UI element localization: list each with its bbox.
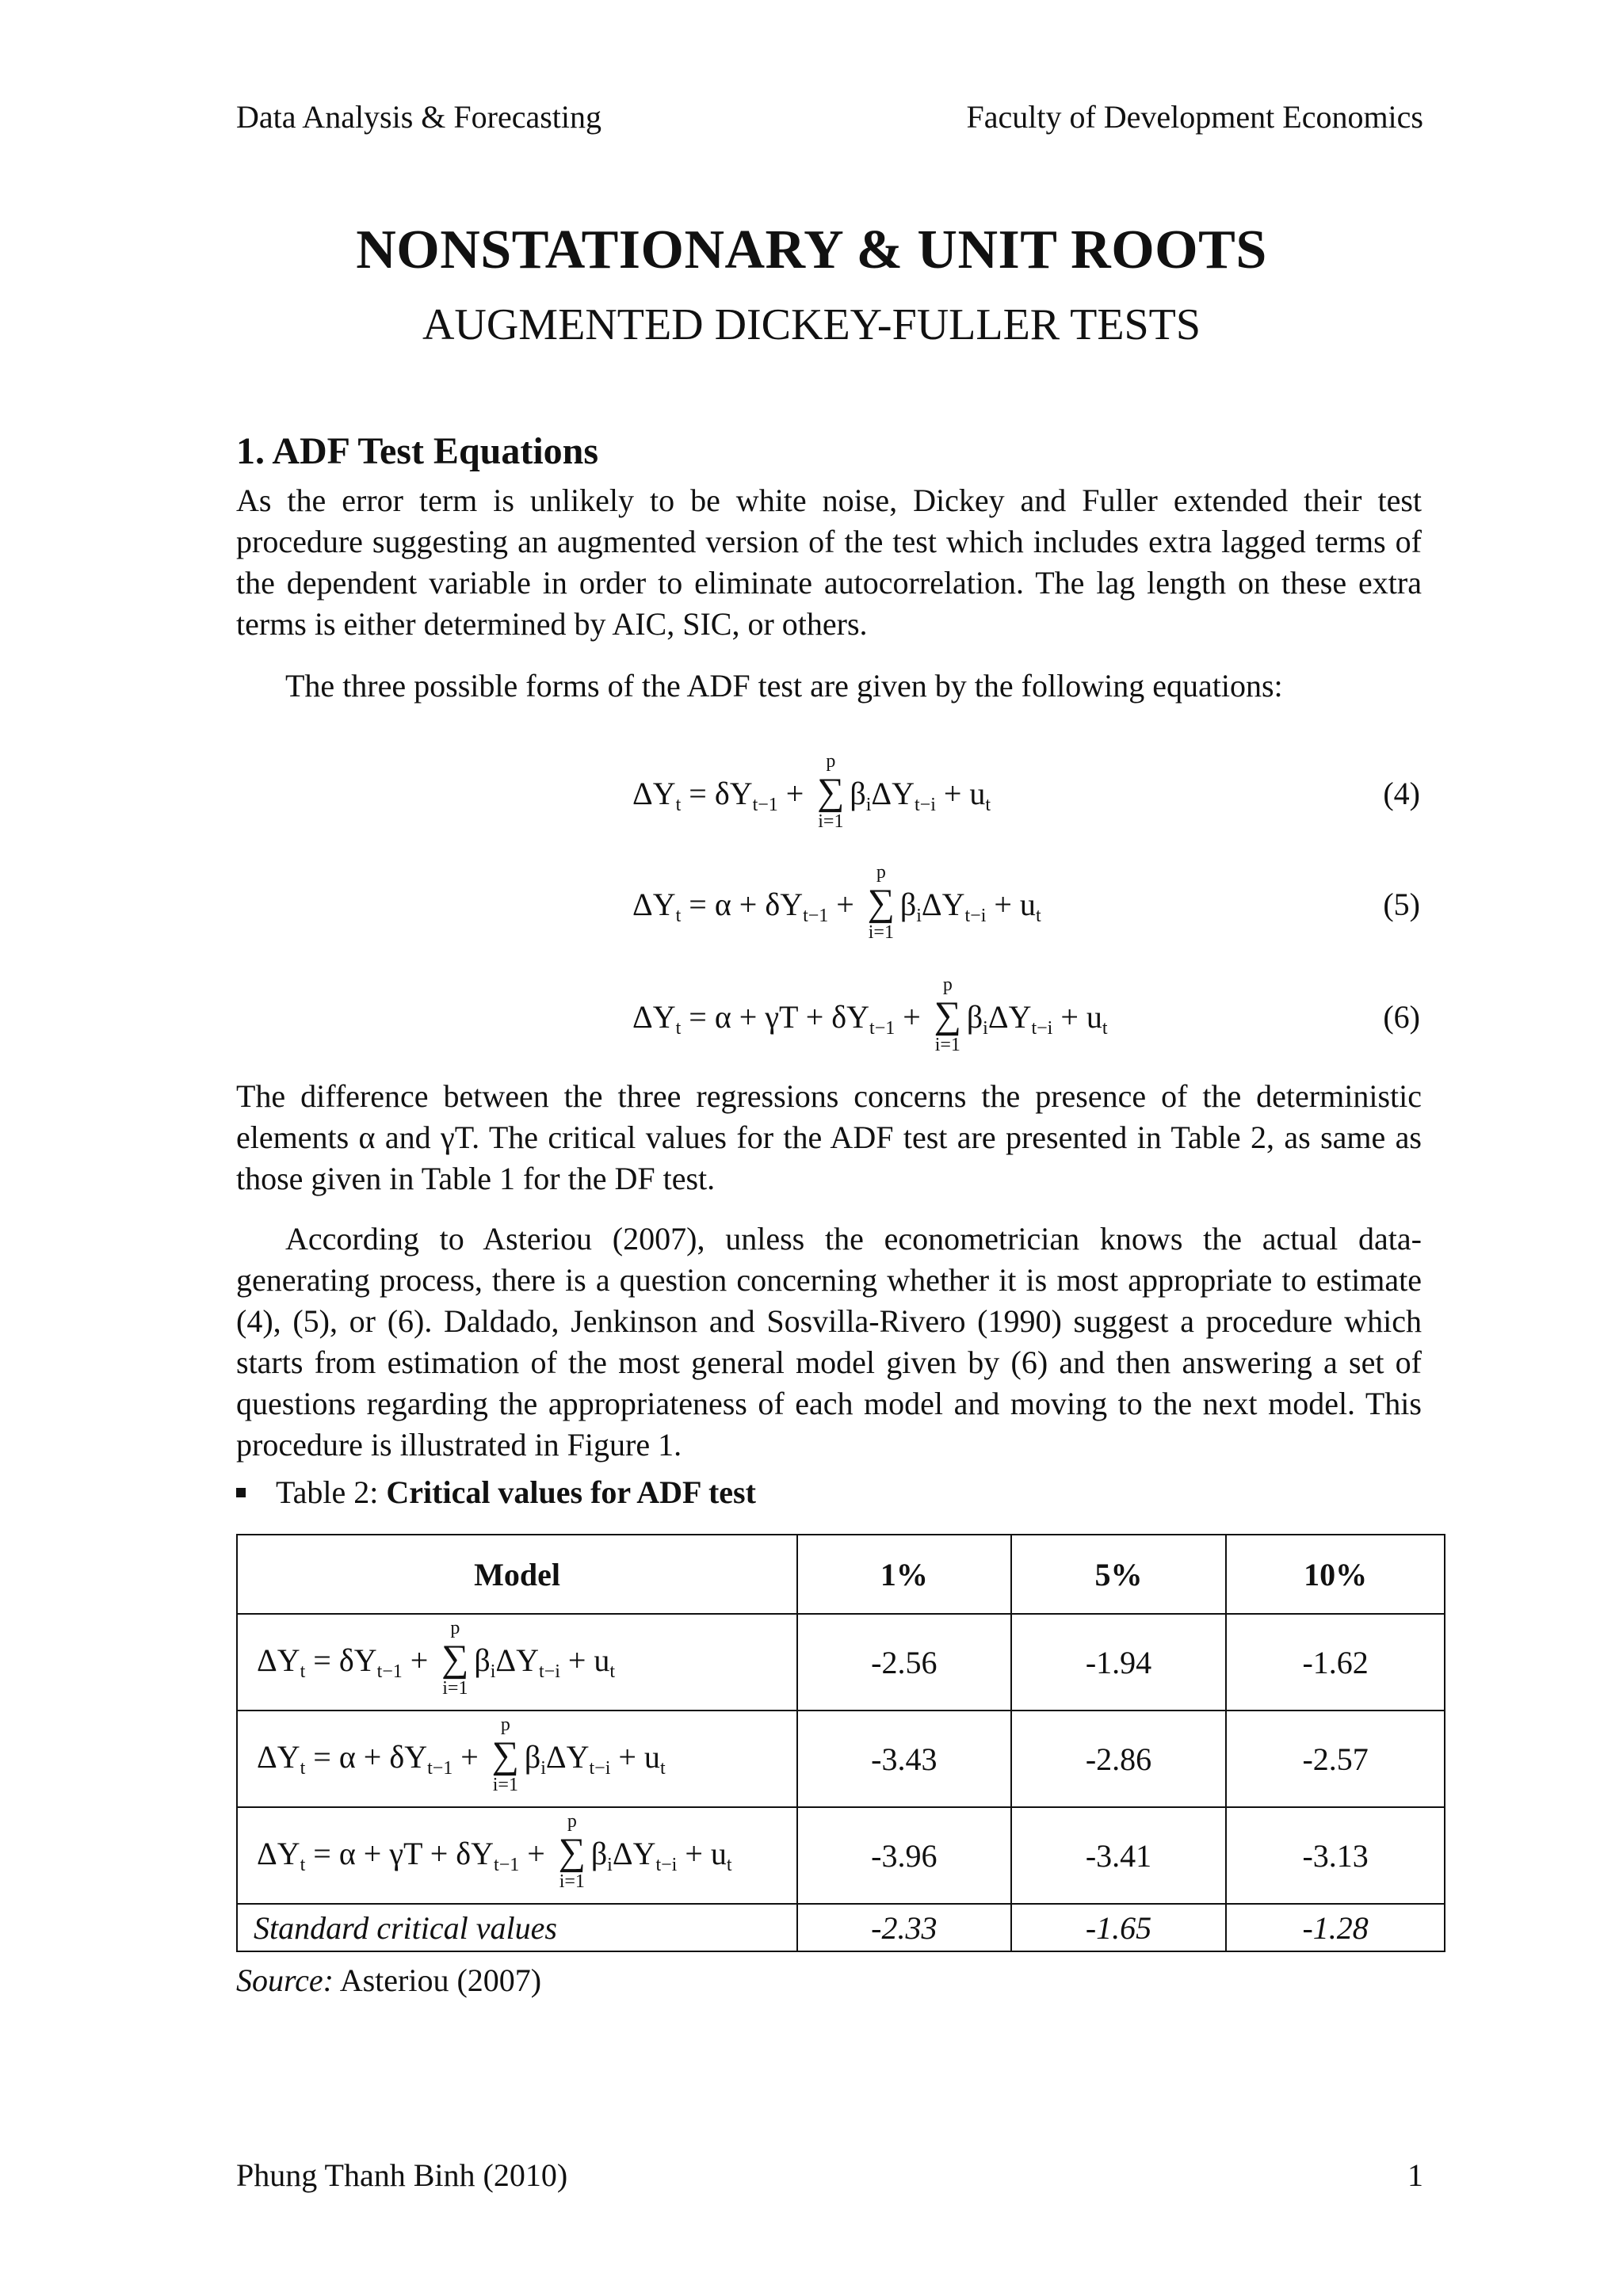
sum-symbol: p ∑ i=1: [491, 1714, 519, 1795]
equation-6-formula: $\Delta Y_t = \alpha + \gamma T + \delta Y_{t-1}$ + p ∑ i=1 $\beta_i\Delta Y_{t-i} + u_t$: [632, 974, 1108, 1055]
table-cell: -2.86: [1011, 1711, 1227, 1807]
equation-4-formula: $\Delta Y_t = \delta Y_{t-1}$ + p ∑ i=1 $\beta_i\Delta Y_{t-i} + u_t$: [632, 751, 991, 832]
table-row: [237, 1711, 1445, 1807]
paragraph-intro: As the error term is unlikely to be white noise, Dickey and Fuller extended their test procedure suggesting an augmented version of the test which includes extra lagged terms of the dependent variable in order to eliminate autocorrelation. The lag length on these extra terms is either determined by AIC, SIC, or others.: [236, 482, 1422, 642]
table-cell: -3.13: [1226, 1807, 1445, 1904]
document-title: NONSTATIONARY & UNIT ROOTS: [356, 219, 1267, 280]
footer-author: Phung Thanh Binh (2010): [236, 2157, 568, 2193]
equation-4-number: (4): [1383, 776, 1420, 811]
table-cell: -3.43: [797, 1711, 1011, 1807]
table-caption-prefix: Table 2:: [276, 1474, 387, 1510]
sum-symbol: p ∑ i=1: [441, 1618, 469, 1699]
table-source: [236, 1962, 541, 1999]
column-header: Model: [237, 1535, 797, 1614]
table-row: [237, 1614, 1445, 1711]
sum-symbol: p ∑ i=1: [817, 751, 845, 832]
source-text: Asteriou (2007): [333, 1962, 542, 1998]
equation-6: [0, 974, 1623, 1070]
equation-5: [0, 862, 1623, 957]
document-subtitle: AUGMENTED DICKEY-FULLER TESTS: [422, 300, 1201, 349]
paragraph-difference: The difference between the three regressions concerns the presence of the deterministic elements α and γT. The critical values for the ADF test are presented in Table 2, as same as those given in Table 1 for the DF test.: [236, 1078, 1422, 1196]
equation-6-number: (6): [1383, 999, 1420, 1035]
table-caption-title: Critical values for ADF test: [386, 1474, 756, 1510]
equation-5-formula: $\Delta Y_t = \alpha + \delta Y_{t-1}$ + p ∑ i=1 $\beta_i\Delta Y_{t-i} + u_t$: [632, 862, 1041, 943]
table-cell: -2.57: [1226, 1711, 1445, 1807]
page-footer: [236, 2157, 1423, 2194]
table-cell: -2.33: [797, 1904, 1011, 1951]
model-cell: $\Delta Y_t = \delta Y_{t-1}$ + p ∑ i=1 $\beta_i\Delta Y_{t-i} + u_t$: [237, 1614, 797, 1711]
model-cell: $\Delta Y_t = \alpha + \gamma T + \delta Y_{t-1}$ + p ∑ i=1 $\beta_i\Delta Y_{t-i} + u_t$: [237, 1807, 797, 1904]
table-cell: -1.94: [1011, 1614, 1227, 1711]
source-label: Source:: [236, 1962, 334, 1998]
page-number: 1: [1407, 2157, 1423, 2193]
table-cell: -1.65: [1011, 1904, 1227, 1951]
table-header-row: [237, 1535, 1445, 1614]
column-header: 10%: [1226, 1535, 1445, 1614]
table-cell: -3.41: [1011, 1807, 1227, 1904]
table-row: [237, 1807, 1445, 1904]
header-left: Data Analysis & Forecasting: [236, 99, 602, 135]
page-header: [236, 98, 1423, 138]
equation-4: [0, 751, 1623, 846]
table-cell: -1.28: [1226, 1904, 1445, 1951]
column-header: 5%: [1011, 1535, 1227, 1614]
paragraph-forms: The three possible forms of the ADF test are given by the following equations:: [285, 668, 1283, 704]
section-heading: 1. ADF Test Equations: [236, 430, 599, 472]
column-header: 1%: [797, 1535, 1011, 1614]
paragraph-procedure: According to Asteriou (2007), unless the econometrician knows the actual data-generating process, there is a question concerning whether it is most appropriate to estimate (4), (5), or (6). Daldado, Jenkinson and Sosvilla-Rivero (1990) suggest a procedure which starts from estimation of the most general model given by (6) and then answering a set of questions regarding the appropriateness of each model and moving to the next model. This procedure is illustrated in Figure 1.: [236, 1221, 1422, 1463]
sum-symbol: p ∑ i=1: [867, 862, 895, 943]
model-cell: $\Delta Y_t = \alpha + \delta Y_{t-1}$ + p ∑ i=1 $\beta_i\Delta Y_{t-i} + u_t$: [237, 1711, 797, 1807]
bullet-icon: [236, 1488, 246, 1497]
sum-symbol: p ∑ i=1: [934, 974, 961, 1055]
table-cell: -1.62: [1226, 1614, 1445, 1711]
standard-values-label: Standard critical values: [237, 1904, 797, 1951]
header-right: Faculty of Development Economics: [966, 99, 1423, 135]
table-cell: -2.56: [797, 1614, 1011, 1711]
equation-5-number: (5): [1383, 887, 1420, 922]
table-cell: -3.96: [797, 1807, 1011, 1904]
sum-symbol: p ∑ i=1: [558, 1811, 586, 1892]
standard-values-row: [237, 1904, 1445, 1951]
table-caption: [236, 1474, 756, 1511]
critical-values-table: [236, 1534, 1445, 1952]
